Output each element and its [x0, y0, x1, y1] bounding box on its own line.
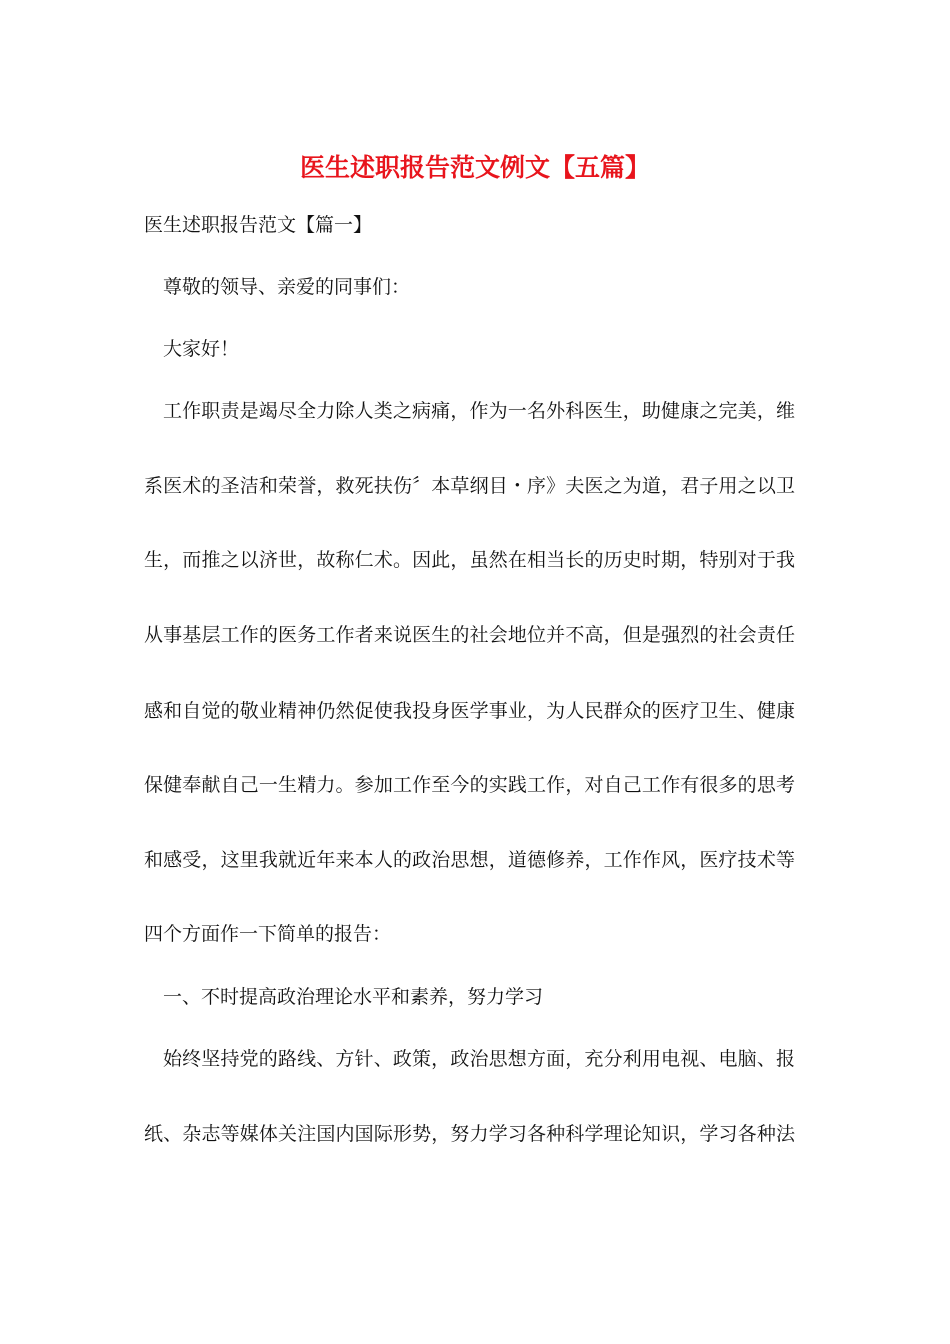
- paragraph-line: 生，而推之以济世，故称仁术。因此，虽然在相当长的历史时期，特别对于我: [144, 549, 795, 571]
- paragraph-line: 保健奉献自己一生精力。参加工作至今的实践工作，对自己工作有很多的思考: [144, 774, 795, 796]
- paragraph-line: 和感受，这里我就近年来本人的政治思想，道德修养，工作作风，医疗技术等: [144, 849, 795, 871]
- section-heading: 医生述职报告范文【篇一】: [144, 214, 373, 236]
- paragraph-line: 从事基层工作的医务工作者来说医生的社会地位并不高，但是强烈的社会责任: [144, 624, 795, 646]
- salutation: 尊敬的领导、亲爱的同事们：: [163, 276, 411, 298]
- greeting: 大家好！: [163, 338, 240, 360]
- paragraph-line: 感和自觉的敬业精神仍然促使我投身医学事业，为人民群众的医疗卫生、健康: [144, 700, 795, 722]
- paragraph-line: 工作职责是竭尽全力除人类之病痛，作为一名外科医生，助健康之完美，维: [163, 400, 795, 422]
- document-title: 医生述职报告范文例文【五篇】: [299, 153, 650, 182]
- paragraph-line: 纸、杂志等媒体关注国内国际形势，努力学习各种科学理论知识，学习各种法: [144, 1123, 795, 1145]
- paragraph-line: 四个方面作一下简单的报告：: [144, 923, 392, 945]
- paragraph-line: 始终坚持党的路线、方针、政策，政治思想方面，充分利用电视、电脑、报: [163, 1048, 795, 1070]
- paragraph-line: 系医术的圣洁和荣誉，救死扶伤〞本草纲目・序》夫医之为道，君子用之以卫: [144, 475, 795, 497]
- subheading: 一、不时提高政治理论水平和素养，努力学习: [163, 986, 544, 1008]
